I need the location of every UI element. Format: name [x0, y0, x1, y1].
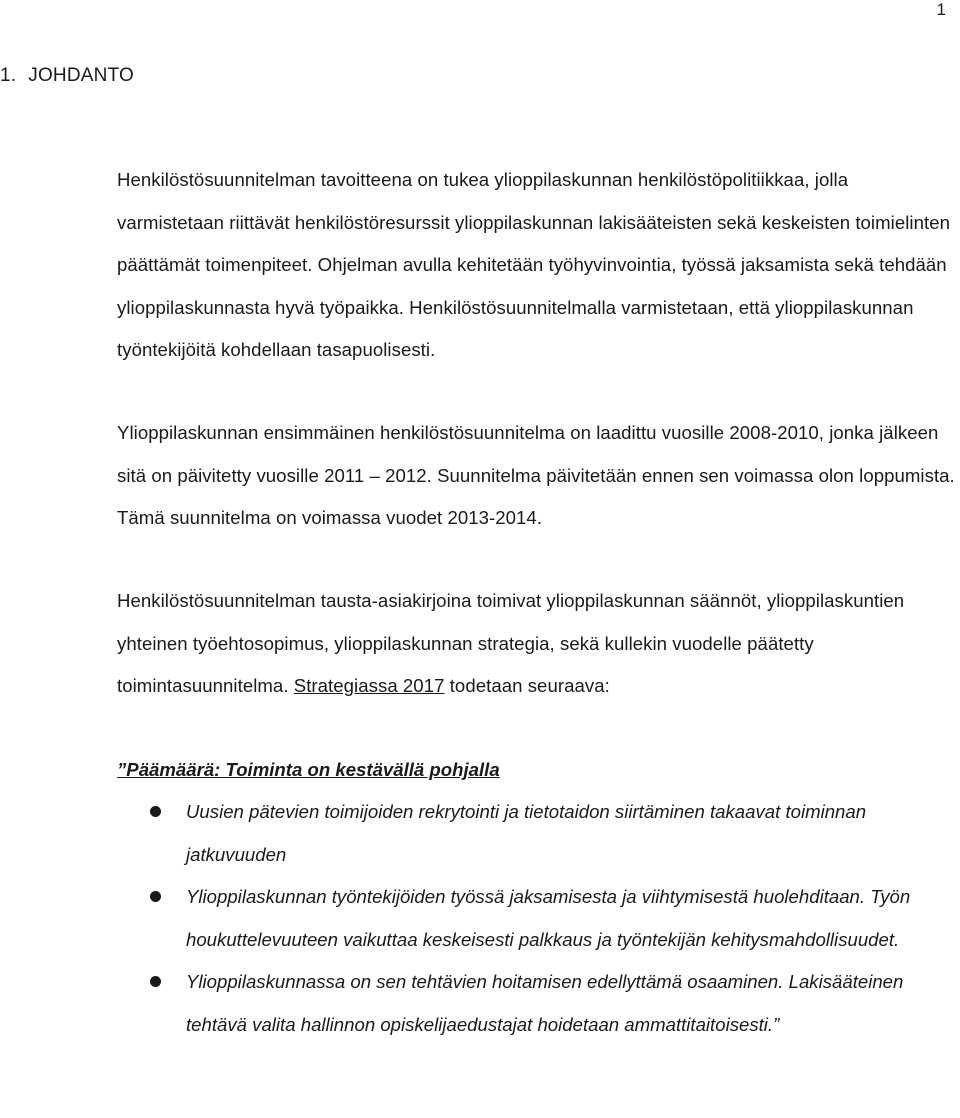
- bullet-icon: [150, 891, 161, 902]
- list-item: [0, 961, 958, 1046]
- list-item: [0, 876, 958, 961]
- section-title: JOHDANTO: [28, 65, 135, 86]
- background-paragraph: [117, 580, 959, 708]
- list-item-text: Uusien pätevien toimijoiden rekrytointi ja tietotaidon siirtäminen takaavat toiminnan jatkuvuuden: [186, 801, 867, 865]
- bullet-icon: [150, 976, 161, 987]
- list-item-text: Ylioppilaskunnan työntekijöiden työssä jaksamisesta ja viihtymisestä huolehditaan. Työn houkuttelevuuteen vaikuttaa keskeisesti palkkaus ja työntekijän kehitysmahdollisuudet.: [186, 886, 911, 950]
- background-text-end: todetaan seuraava:: [444, 675, 610, 696]
- bullet-icon: [150, 806, 161, 817]
- history-paragraph: Ylioppilaskunnan ensimmäinen henkilöstösuunnitelma on laadittu vuosille 2008-2010, jonka jälkeen sitä on päivitetty vuosille 2011 – 2012. Suunnitelma päivitetään ennen sen voimassa olon loppumista. Tämä suunnitelma on voimassa vuodet 2013-2014.: [117, 422, 955, 528]
- intro-paragraph: Henkilöstösuunnitelman tavoitteena on tukea ylioppilaskunnan henkilöstöpolitiikkaa, jolla varmistetaan riittävät henkilöstöresurssit ylioppilaskunnan lakisääteisten sekä keskeisten toimielinten päättämät toimenpiteet. Ohjelman avulla kehitetään työhyvinvointia, työssä jaksamista sekä tehdään ylioppilaskunnasta hyvä työpaikka. Henkilöstösuunnitelmalla varmistetaan, että ylioppilaskunnan työntekijöitä kohdellaan tasapuolisesti.: [117, 169, 950, 360]
- section-number: 1.: [0, 65, 17, 86]
- goal-list: [0, 791, 960, 1046]
- list-item: [0, 791, 958, 876]
- strategy-link[interactable]: Strategiassa 2017: [293, 675, 445, 696]
- list-item-text: Ylioppilaskunnassa on sen tehtävien hoitamisen edellyttämä osaaminen. Lakisääteinen tehtävä valita hallinnon opiskelijaedustajat hoidetaan ammattitaitoisesti.”: [186, 971, 904, 1035]
- background-text: Henkilöstösuunnitelman tausta-asiakirjoina toimivat ylioppilaskunnan säännöt, ylioppilaskuntien yhteinen työehtosopimus, ylioppilaskunnan strategia, sekä kullekin vuodelle päätetty toimintasuunnitelma.: [117, 590, 905, 696]
- section-heading: [0, 64, 134, 88]
- quote-heading: ”Päämäärä: Toiminta on kestävällä pohjalla: [117, 759, 500, 780]
- page-number: 1: [936, 0, 946, 19]
